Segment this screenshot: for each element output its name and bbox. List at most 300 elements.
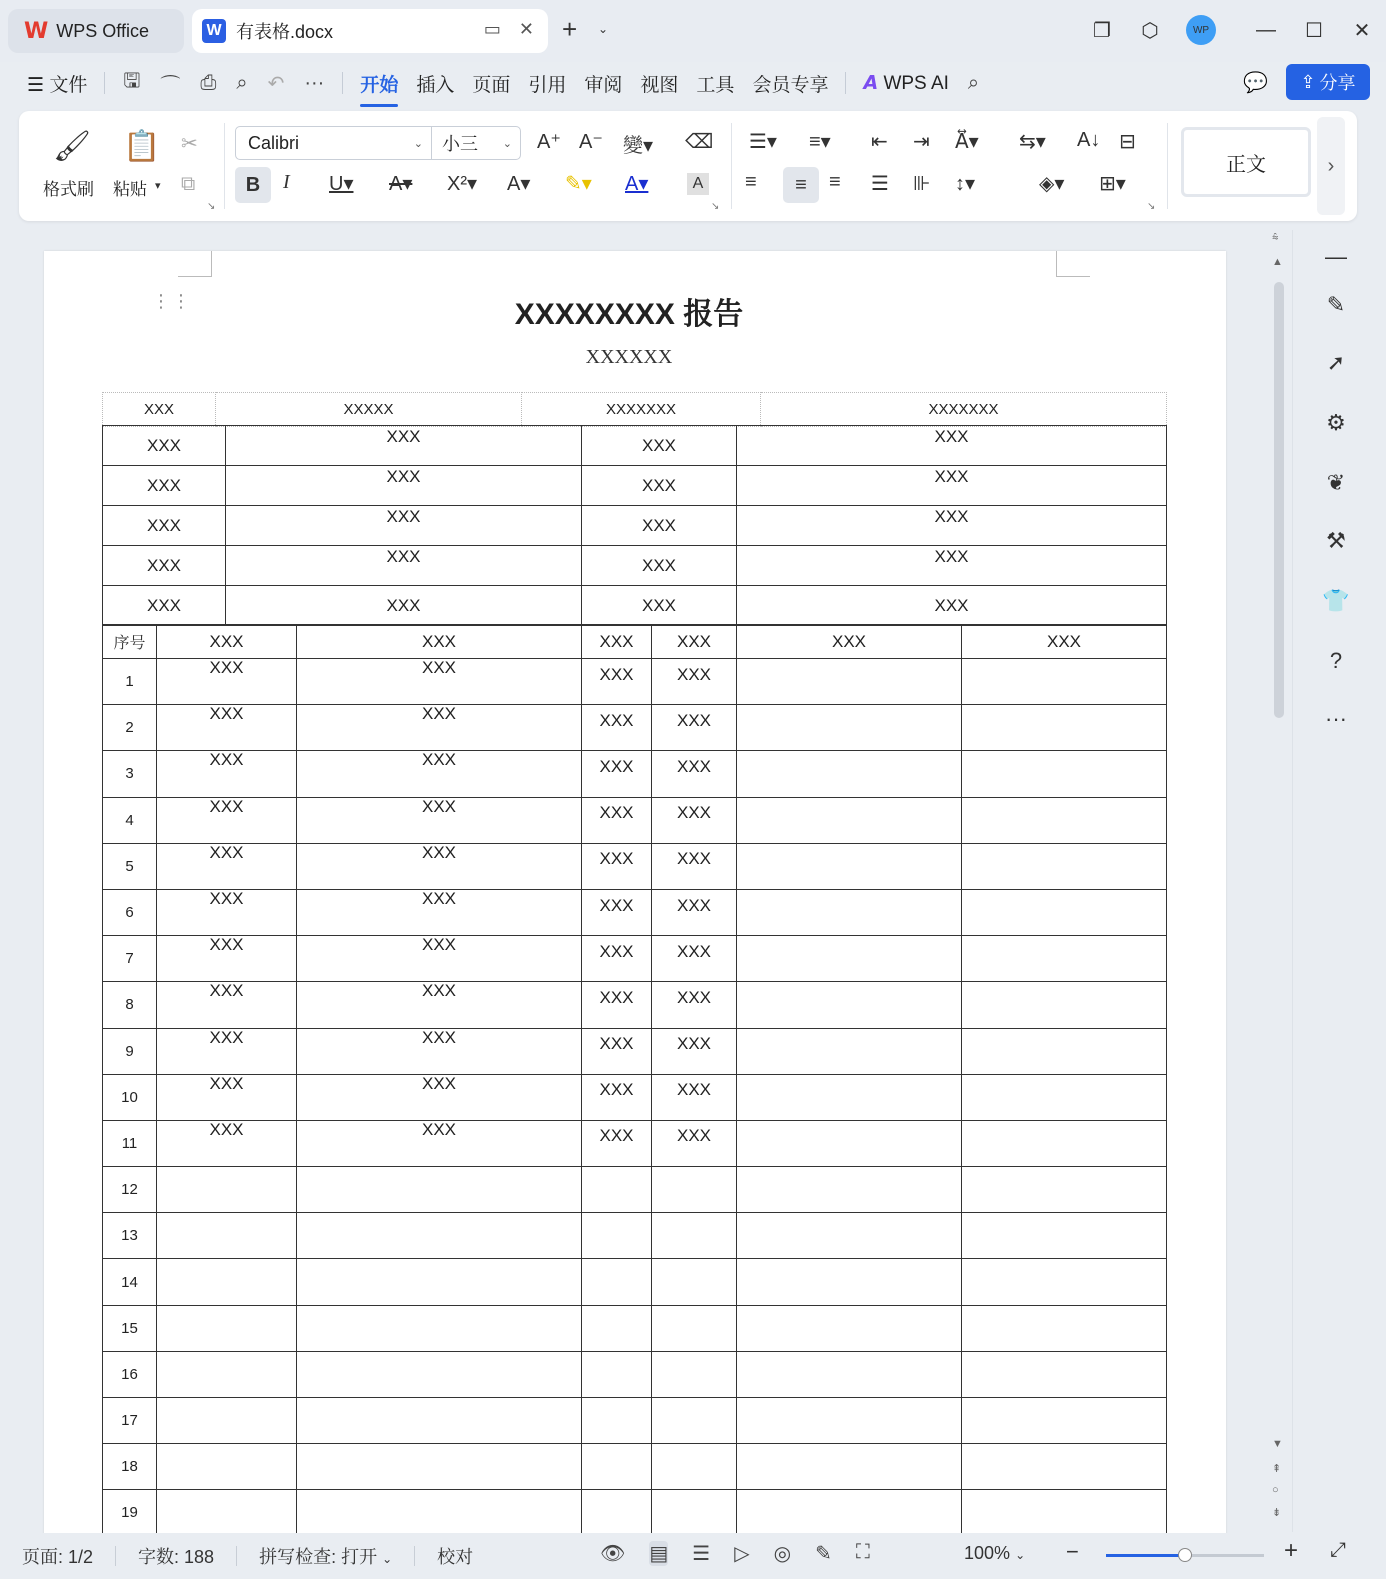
italic-icon[interactable]: I bbox=[283, 171, 290, 193]
paste-label[interactable]: 粘贴 bbox=[113, 180, 147, 199]
divider bbox=[731, 123, 732, 209]
table-cell[interactable]: XXX bbox=[157, 982, 297, 1028]
table-cell[interactable]: XXX bbox=[582, 546, 737, 586]
table-cell[interactable]: XXX bbox=[157, 1028, 297, 1074]
table-cell[interactable] bbox=[297, 1167, 582, 1213]
outline-view-icon[interactable]: ☰ bbox=[692, 1543, 711, 1565]
table-cell[interactable]: XXX bbox=[226, 506, 582, 546]
table-cell[interactable] bbox=[737, 1259, 962, 1305]
table-cell[interactable] bbox=[962, 936, 1167, 982]
divider bbox=[342, 72, 343, 94]
scroll-top-icon[interactable]: ⩯ bbox=[1272, 232, 1279, 244]
maximize-icon[interactable]: ☐ bbox=[1305, 19, 1323, 42]
table-cell[interactable] bbox=[652, 1167, 737, 1213]
table-cell[interactable] bbox=[737, 936, 962, 982]
table-cell[interactable]: XXX bbox=[297, 659, 582, 705]
table-cell[interactable] bbox=[157, 1305, 297, 1351]
table-cell[interactable]: XXX bbox=[157, 1120, 297, 1166]
table-cell[interactable]: XXX bbox=[737, 546, 1167, 586]
browse-object-icon[interactable]: ○ bbox=[1272, 1484, 1279, 1496]
table-cell[interactable] bbox=[297, 1305, 582, 1351]
table-cell[interactable]: XXX bbox=[652, 1120, 737, 1166]
divider bbox=[224, 123, 225, 209]
zoom-dropdown[interactable] bbox=[964, 1543, 1025, 1564]
align-center-icon[interactable]: ≡ bbox=[783, 167, 819, 203]
column-header[interactable]: XXX bbox=[157, 625, 297, 659]
word-count[interactable]: 字数: 188 bbox=[138, 1547, 215, 1567]
fit-screen-icon[interactable]: ⛶ bbox=[855, 1541, 870, 1563]
table-cell[interactable] bbox=[737, 1351, 962, 1397]
table-cell[interactable] bbox=[297, 1259, 582, 1305]
table-cell[interactable]: XXX bbox=[582, 797, 652, 843]
table-cell[interactable] bbox=[962, 1398, 1167, 1444]
table-cell[interactable]: XXX bbox=[652, 705, 737, 751]
style-palette-icon[interactable]: ❦ bbox=[1326, 470, 1346, 495]
tab-wps-home[interactable] bbox=[8, 9, 184, 53]
ribbon-toolbar bbox=[19, 111, 1357, 221]
table-cell[interactable] bbox=[962, 1213, 1167, 1259]
table-row bbox=[103, 1213, 1167, 1259]
table-row bbox=[103, 751, 1167, 797]
table-cell[interactable]: XXXXXXX bbox=[522, 393, 761, 427]
right-sidebar bbox=[1292, 230, 1386, 1532]
row-number-cell[interactable]: 10 bbox=[103, 1074, 157, 1120]
avatar[interactable]: WP bbox=[1186, 15, 1216, 45]
bullet-list-icon[interactable]: ☰▾ bbox=[749, 131, 777, 153]
zoom-slider[interactable] bbox=[1106, 1554, 1264, 1557]
increase-indent-icon[interactable]: ⇥ bbox=[913, 131, 930, 153]
table-cell[interactable]: XXX bbox=[226, 466, 582, 506]
table-cell[interactable]: XXX bbox=[582, 751, 652, 797]
table-cell[interactable]: XXX bbox=[737, 586, 1167, 626]
table-cell[interactable]: XXX bbox=[297, 1028, 582, 1074]
paragraph-launcher-icon[interactable]: ↘ bbox=[1147, 201, 1156, 212]
screen-icon[interactable]: ▭ bbox=[483, 19, 501, 39]
table-cell[interactable] bbox=[652, 1398, 737, 1444]
format-brush-quick-icon[interactable]: ⌒ bbox=[160, 74, 181, 97]
highlight-icon[interactable]: ✎▾ bbox=[565, 173, 592, 195]
row-number-cell[interactable]: 15 bbox=[103, 1305, 157, 1351]
table-cell[interactable] bbox=[582, 1444, 652, 1490]
minimize-icon[interactable]: — bbox=[1256, 18, 1276, 41]
table-cell[interactable]: XXX bbox=[157, 659, 297, 705]
more-icon[interactable]: ··· bbox=[1325, 706, 1347, 731]
table-cell[interactable]: XXX bbox=[652, 843, 737, 889]
page-count[interactable]: 页面: 1/2 bbox=[22, 1547, 94, 1567]
vertical-scrollbar[interactable] bbox=[1268, 230, 1290, 1532]
table-cell[interactable] bbox=[962, 751, 1167, 797]
row-number-cell[interactable]: 2 bbox=[103, 705, 157, 751]
table-cell[interactable]: XXX bbox=[652, 1028, 737, 1074]
page-corner-mark bbox=[178, 251, 212, 277]
table-cell[interactable] bbox=[157, 1213, 297, 1259]
wps-ai-button[interactable] bbox=[854, 72, 957, 95]
format-painter-icon[interactable]: 🖌 bbox=[53, 130, 92, 163]
distribute-icon[interactable]: ⊪ bbox=[913, 173, 931, 195]
table-row bbox=[103, 659, 1167, 705]
style-more-icon[interactable]: › bbox=[1317, 117, 1345, 215]
table-cell[interactable]: XXX bbox=[157, 797, 297, 843]
table-cell[interactable]: XXX bbox=[737, 506, 1167, 546]
play-icon[interactable]: ▷ bbox=[734, 1543, 750, 1565]
web-view-icon[interactable]: ◎ bbox=[773, 1543, 792, 1565]
table-cell[interactable] bbox=[582, 1167, 652, 1213]
underline-icon[interactable]: U▾ bbox=[329, 173, 354, 195]
table-row bbox=[103, 1490, 1167, 1536]
column-header[interactable]: XXX bbox=[297, 625, 582, 659]
table-cell[interactable] bbox=[652, 1490, 737, 1536]
table-cell[interactable] bbox=[737, 1074, 962, 1120]
table-cell[interactable]: XXX bbox=[582, 1074, 652, 1120]
paste-icon[interactable]: 📋 bbox=[123, 130, 161, 163]
zoom-out-icon[interactable]: − bbox=[1066, 1539, 1079, 1564]
document-page[interactable] bbox=[44, 251, 1226, 1541]
table-cell[interactable]: XXX bbox=[582, 466, 737, 506]
table-cell[interactable] bbox=[962, 1074, 1167, 1120]
table-cell[interactable] bbox=[157, 1490, 297, 1536]
table-cell[interactable]: XXX bbox=[652, 659, 737, 705]
font-size-value: 小三 bbox=[442, 134, 478, 154]
tab-insert[interactable]: 插入 bbox=[416, 74, 455, 96]
align-right-icon[interactable]: ≡ bbox=[829, 171, 841, 193]
shading-icon[interactable]: ◈▾ bbox=[1039, 173, 1065, 195]
row-number-cell[interactable]: 6 bbox=[103, 889, 157, 935]
table-cell[interactable] bbox=[297, 1398, 582, 1444]
table-row bbox=[103, 1398, 1167, 1444]
tab-member[interactable]: 会员专享 bbox=[752, 74, 829, 96]
help-icon[interactable]: ? bbox=[1329, 648, 1343, 673]
column-header[interactable]: XXX bbox=[737, 625, 962, 659]
table-cell[interactable]: XXX bbox=[297, 982, 582, 1028]
column-header[interactable]: XXX bbox=[582, 625, 652, 659]
grow-font-icon[interactable]: A⁺ bbox=[537, 131, 561, 153]
cut-icon[interactable]: ✂ bbox=[181, 133, 198, 155]
table-cell[interactable]: XXXXXXX bbox=[761, 393, 1167, 427]
table-cell[interactable]: XXX bbox=[157, 936, 297, 982]
table-cell[interactable] bbox=[737, 982, 962, 1028]
convert-icon[interactable]: ⇆▾ bbox=[1019, 131, 1046, 153]
table-cell[interactable]: XXX bbox=[582, 936, 652, 982]
tab-view[interactable]: 视图 bbox=[640, 74, 679, 96]
table-cell[interactable]: XXX bbox=[297, 1120, 582, 1166]
table-cell[interactable] bbox=[962, 1444, 1167, 1490]
zoom-slider-knob[interactable] bbox=[1178, 1548, 1192, 1562]
table-cell[interactable] bbox=[297, 1213, 582, 1259]
row-number-cell[interactable]: 14 bbox=[103, 1259, 157, 1305]
row-number-cell[interactable]: 1 bbox=[103, 659, 157, 705]
column-header[interactable]: XXX bbox=[652, 625, 737, 659]
print-icon[interactable]: ⎙ bbox=[200, 71, 217, 94]
table-cell[interactable] bbox=[737, 1398, 962, 1444]
row-number-cell[interactable]: 9 bbox=[103, 1028, 157, 1074]
select-cursor-icon[interactable]: ➚ bbox=[1326, 350, 1346, 375]
sort-icon[interactable]: A↓ bbox=[1077, 129, 1101, 151]
scroll-up-icon[interactable]: ▲ bbox=[1272, 256, 1283, 268]
zoom-in-icon[interactable]: + bbox=[1284, 1537, 1299, 1564]
table-cell[interactable]: XXX bbox=[297, 936, 582, 982]
table-cell[interactable]: XXX bbox=[652, 889, 737, 935]
table-row bbox=[103, 936, 1167, 982]
shirt-icon[interactable]: 👕 bbox=[1322, 588, 1350, 613]
table-cell[interactable] bbox=[582, 1490, 652, 1536]
table-row bbox=[103, 889, 1167, 935]
row-number-cell[interactable]: 5 bbox=[103, 843, 157, 889]
table-row bbox=[103, 982, 1167, 1028]
table-cell[interactable] bbox=[962, 982, 1167, 1028]
tab-doc-label: 有表格.docx bbox=[236, 22, 334, 42]
justify-icon[interactable]: ☰ bbox=[871, 173, 889, 195]
table-cell[interactable]: XXX bbox=[652, 751, 737, 797]
table-cell[interactable]: XXX bbox=[103, 466, 226, 506]
tab-home[interactable]: 开始 bbox=[351, 70, 407, 97]
table-row bbox=[103, 843, 1167, 889]
table-cell[interactable] bbox=[962, 843, 1167, 889]
search-icon[interactable]: ⌕ bbox=[967, 71, 980, 94]
window-tile-icon[interactable]: ❐ bbox=[1093, 19, 1111, 42]
table-cell[interactable] bbox=[652, 1351, 737, 1397]
chevron-down-icon: ⌄ bbox=[1015, 1548, 1026, 1562]
table-cell[interactable]: XXX bbox=[226, 426, 582, 466]
table-cell[interactable]: XXX bbox=[582, 705, 652, 751]
table-cell[interactable]: XXX bbox=[103, 546, 226, 586]
table-cell[interactable]: XXX bbox=[297, 705, 582, 751]
write-mode-icon[interactable]: ✎ bbox=[815, 1543, 832, 1565]
table-cell[interactable]: XXX bbox=[226, 586, 582, 626]
fullscreen-icon[interactable]: ⤢ bbox=[1330, 1539, 1346, 1561]
clipboard-launcher-icon[interactable]: ↘ bbox=[207, 201, 216, 212]
table-cell[interactable] bbox=[737, 1490, 962, 1536]
copy-icon[interactable]: ⧉ bbox=[181, 173, 196, 195]
new-tab-dropdown-icon[interactable]: ⌄ bbox=[598, 22, 609, 36]
table-cell[interactable] bbox=[157, 1398, 297, 1444]
table-cell[interactable]: XXX bbox=[582, 659, 652, 705]
table-cell[interactable]: XXX bbox=[103, 426, 226, 466]
chat-icon[interactable]: 💬 bbox=[1243, 72, 1268, 94]
undo-icon[interactable]: ↶ bbox=[267, 72, 285, 95]
format-painter-label[interactable]: 格式刷 bbox=[43, 180, 94, 199]
table-cell[interactable] bbox=[582, 1259, 652, 1305]
table-cell[interactable]: XXX bbox=[297, 797, 582, 843]
table-cell[interactable]: XXX bbox=[582, 982, 652, 1028]
table-cell[interactable] bbox=[962, 659, 1167, 705]
bold-icon[interactable]: B bbox=[235, 167, 271, 203]
table-cell[interactable] bbox=[737, 751, 962, 797]
document-subtitle: XXXXXX bbox=[585, 346, 673, 368]
table-cell[interactable] bbox=[582, 1305, 652, 1351]
chevron-down-icon[interactable]: ⌄ bbox=[413, 137, 423, 150]
tools-icon[interactable]: ⚒ bbox=[1326, 528, 1346, 553]
clear-format-icon[interactable]: ⌫ bbox=[685, 131, 714, 153]
scroll-down-icon[interactable]: ▼ bbox=[1272, 1438, 1283, 1450]
table-cell[interactable]: XXX bbox=[582, 1028, 652, 1074]
page-view-icon[interactable]: ▤ bbox=[649, 1543, 669, 1565]
superscript-icon[interactable]: X²▾ bbox=[447, 173, 478, 195]
table-cell[interactable] bbox=[737, 1167, 962, 1213]
table-cell[interactable]: XXX bbox=[652, 1074, 737, 1120]
table-cell[interactable]: XXX bbox=[297, 1074, 582, 1120]
table-cell[interactable]: XXX bbox=[737, 426, 1167, 466]
table-cell[interactable] bbox=[652, 1444, 737, 1490]
table-cell[interactable] bbox=[737, 797, 962, 843]
list-table bbox=[102, 624, 1167, 1537]
next-page-icon[interactable]: ⇟ bbox=[1272, 1507, 1282, 1519]
table-cell[interactable]: XXX bbox=[582, 1120, 652, 1166]
table-cell[interactable]: XXX bbox=[103, 586, 226, 626]
table-cell[interactable]: XXX bbox=[737, 466, 1167, 506]
phonetic-guide-icon[interactable]: 變▾ bbox=[623, 135, 654, 157]
font-launcher-icon[interactable]: ↘ bbox=[711, 201, 720, 212]
row-number-cell[interactable]: 4 bbox=[103, 797, 157, 843]
table-cell[interactable] bbox=[962, 1351, 1167, 1397]
table-cell[interactable] bbox=[962, 1167, 1167, 1213]
char-shading-icon[interactable]: A bbox=[687, 173, 709, 195]
table-cell[interactable]: XXX bbox=[582, 889, 652, 935]
word-doc-icon: W bbox=[202, 19, 226, 43]
table-cell[interactable] bbox=[297, 1490, 582, 1536]
table-row bbox=[103, 426, 1167, 466]
column-header[interactable]: XXX bbox=[962, 625, 1167, 659]
table-cell[interactable]: XXX bbox=[157, 705, 297, 751]
table-cell[interactable] bbox=[157, 1167, 297, 1213]
chevron-down-icon[interactable]: ⌄ bbox=[502, 137, 512, 150]
table-cell[interactable]: XXX bbox=[582, 506, 737, 546]
tab-tools[interactable]: 工具 bbox=[696, 74, 735, 96]
table-cell[interactable] bbox=[737, 659, 962, 705]
table-cell[interactable] bbox=[962, 1305, 1167, 1351]
table-cell[interactable] bbox=[157, 1259, 297, 1305]
table-cell[interactable]: XXX bbox=[157, 751, 297, 797]
print-preview-icon[interactable]: ⌕ bbox=[236, 71, 248, 94]
table-row bbox=[103, 1074, 1167, 1120]
table-cell[interactable] bbox=[962, 705, 1167, 751]
row-number-cell[interactable]: 13 bbox=[103, 1213, 157, 1259]
file-menu[interactable]: ☰ 文件 bbox=[27, 74, 88, 96]
table-cell[interactable] bbox=[962, 797, 1167, 843]
close-window-icon[interactable]: ✕ bbox=[1353, 19, 1371, 42]
table-cell[interactable] bbox=[737, 889, 962, 935]
table-cell[interactable]: XXX bbox=[103, 506, 226, 546]
table-cell[interactable] bbox=[297, 1444, 582, 1490]
scroll-thumb[interactable] bbox=[1274, 282, 1284, 718]
table-cell[interactable]: XXX bbox=[297, 751, 582, 797]
table-cell[interactable] bbox=[737, 1120, 962, 1166]
table-cell[interactable] bbox=[737, 1213, 962, 1259]
style-normal[interactable]: 正文 bbox=[1181, 127, 1311, 197]
row-number-cell[interactable]: 3 bbox=[103, 751, 157, 797]
borders-icon[interactable]: ⊞▾ bbox=[1099, 173, 1126, 195]
row-number-cell[interactable]: 16 bbox=[103, 1351, 157, 1397]
paste-dropdown-icon[interactable]: ▾ bbox=[155, 180, 161, 192]
tab-document[interactable] bbox=[192, 9, 548, 53]
table-cell[interactable] bbox=[652, 1305, 737, 1351]
save-icon[interactable]: 🖫 bbox=[123, 70, 141, 92]
shrink-font-icon[interactable]: A⁻ bbox=[579, 131, 603, 153]
table-cell[interactable] bbox=[157, 1351, 297, 1397]
row-number-cell[interactable]: 7 bbox=[103, 936, 157, 982]
text-direction-icon[interactable]: A⃡▾ bbox=[955, 131, 979, 153]
table-cell[interactable]: XXX bbox=[297, 889, 582, 935]
table-cell[interactable]: XXX bbox=[582, 586, 737, 626]
new-tab-icon[interactable]: + bbox=[562, 14, 578, 44]
spell-check-toggle[interactable] bbox=[237, 1543, 392, 1569]
table-cell[interactable]: XXX bbox=[582, 426, 737, 466]
reading-mode-icon[interactable]: 👁 bbox=[600, 1543, 626, 1565]
table-cell[interactable] bbox=[297, 1351, 582, 1397]
table-cell[interactable] bbox=[582, 1398, 652, 1444]
share-button[interactable] bbox=[1286, 64, 1370, 100]
collapse-sidebar-icon[interactable]: — bbox=[1325, 244, 1347, 269]
table-cell[interactable] bbox=[737, 705, 962, 751]
table-cell[interactable]: XXX bbox=[157, 889, 297, 935]
row-number-cell[interactable]: 18 bbox=[103, 1444, 157, 1490]
share-label: 分享 bbox=[1319, 73, 1356, 93]
table-cell[interactable] bbox=[582, 1351, 652, 1397]
table-cell[interactable] bbox=[962, 1490, 1167, 1536]
row-number-cell[interactable]: 11 bbox=[103, 1120, 157, 1166]
strikethrough-icon[interactable]: A▾ bbox=[389, 173, 413, 195]
proofread-button[interactable]: 校对 bbox=[437, 1547, 474, 1567]
line-spacing-icon[interactable]: ↕▾ bbox=[955, 173, 976, 195]
show-marks-icon[interactable]: ⊟ bbox=[1119, 131, 1136, 153]
table-cell[interactable]: XXXXX bbox=[216, 393, 522, 427]
table-cell[interactable] bbox=[962, 1028, 1167, 1074]
row-number-cell[interactable]: 12 bbox=[103, 1167, 157, 1213]
close-tab-icon[interactable]: ✕ bbox=[518, 19, 534, 39]
table-cell[interactable] bbox=[737, 1028, 962, 1074]
table-cell[interactable]: XXX bbox=[652, 797, 737, 843]
row-number-cell[interactable]: 8 bbox=[103, 982, 157, 1028]
font-color-icon[interactable]: A▾ bbox=[625, 173, 649, 195]
decrease-indent-icon[interactable]: ⇤ bbox=[871, 131, 888, 153]
text-effect-icon[interactable]: A▾ bbox=[507, 173, 531, 195]
table-cell[interactable] bbox=[652, 1213, 737, 1259]
font-selector[interactable] bbox=[235, 126, 521, 160]
tab-references[interactable]: 引用 bbox=[528, 74, 567, 96]
align-left-icon[interactable]: ≡ bbox=[745, 171, 757, 193]
more-icon[interactable]: ··· bbox=[304, 71, 325, 94]
table-cell[interactable]: XXX bbox=[297, 843, 582, 889]
drag-handle-icon[interactable]: ⋮⋮ bbox=[152, 291, 192, 311]
table-cell[interactable]: XXX bbox=[652, 982, 737, 1028]
numbered-list-icon[interactable]: ≡▾ bbox=[809, 131, 831, 153]
table-cell[interactable] bbox=[962, 889, 1167, 935]
table-cell[interactable]: XXX bbox=[103, 393, 216, 427]
pen-edit-icon[interactable]: ✎ bbox=[1326, 292, 1346, 317]
table-cell[interactable] bbox=[737, 1305, 962, 1351]
adjust-sliders-icon[interactable]: ⚙ bbox=[1326, 410, 1346, 435]
table-cell[interactable]: XXX bbox=[157, 1074, 297, 1120]
table-cell[interactable] bbox=[962, 1259, 1167, 1305]
table-cell[interactable]: XXX bbox=[157, 843, 297, 889]
tab-page[interactable]: 页面 bbox=[472, 74, 511, 96]
column-header-index[interactable]: 序号 bbox=[103, 625, 157, 659]
table-cell[interactable] bbox=[582, 1213, 652, 1259]
row-number-cell[interactable]: 17 bbox=[103, 1398, 157, 1444]
tab-review[interactable]: 审阅 bbox=[584, 74, 623, 96]
table-cell[interactable] bbox=[157, 1444, 297, 1490]
table-cell[interactable] bbox=[737, 843, 962, 889]
table-cell[interactable] bbox=[962, 1120, 1167, 1166]
prev-page-icon[interactable]: ⇞ bbox=[1272, 1463, 1282, 1475]
cube-icon[interactable]: ⬡ bbox=[1141, 19, 1159, 42]
table-cell[interactable]: XXX bbox=[652, 936, 737, 982]
chevron-down-icon: ⌄ bbox=[382, 1552, 393, 1566]
table-cell[interactable] bbox=[652, 1259, 737, 1305]
table-cell[interactable]: XXX bbox=[226, 546, 582, 586]
row-number-cell[interactable]: 19 bbox=[103, 1490, 157, 1536]
table-cell[interactable] bbox=[737, 1444, 962, 1490]
table-cell[interactable]: XXX bbox=[582, 843, 652, 889]
